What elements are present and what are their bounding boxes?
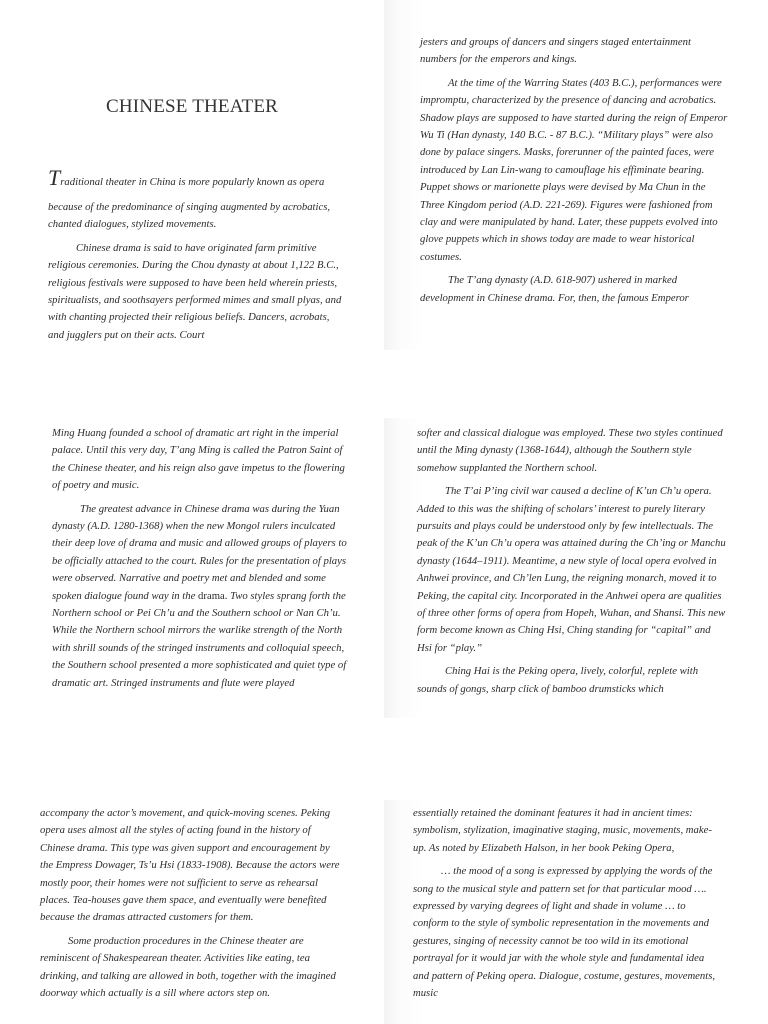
paragraph: essentially retained the dominant features it had in ancient times: symbolism, stylization, imaginative staging, music, movements, make-up. As noted by Elizabeth Halson, in her book Peking Opera, [413, 807, 712, 854]
page-5 [0, 800, 384, 1024]
paragraph-text: Two styles sprang forth the Northern school or Pei Ch’u and the Southern school or Nan Ch’u. While the Northern school mirrors the warlike strength of the North with shrill sounds of the stringed instruments and colloquial speech, the Southern school presented a more sophisticated and quiet type of dramatic art. Stringed instruments and flute were played [52, 589, 347, 689]
page-4 [384, 418, 768, 718]
paragraph-text: The greatest advance in Chinese drama was during the Yuan dynasty (A.D. 1280-1368) when the new Mongol rulers inculcated their deep love of drama and music and allowed groups of players to be officially attached to the court. Rules for the presentation of plays were observed. Narrative and poetry met and blended and some spoken dialogue found way in the [52, 502, 347, 602]
opening-line-text: raditional theater in China is more popularly known as opera [60, 176, 325, 188]
drop-cap: T [48, 165, 61, 190]
paragraph: accompany the actor’s movement, and quick-moving scenes. Peking opera uses almost all the styles of acting found in the history of Chinese drama. This type was given support and encouragement by the Empress Dowager, Ts’u Hsi (1833-1908). Because the actors were mostly poor, their homes were not sufficient to serve as rehearsal places. Tea-houses gave them space, and eventually were benefited because the dramas attracted customers for them. [40, 807, 340, 924]
quote-paragraph: … the mood of a song is expressed by applying the words of the song to the musical style and pattern set for that particular mood …. expressed by varying degrees of light and shade in volume … to conform to the style of symbolic representation in the movements and gestures, singing of necessity cannot be too wild in its emotional portrayal for it would jar with the whole style and fundamental idea and pattern of Peking opera. Dialogue, costume, gestures, movements, music [413, 865, 716, 1000]
paragraph [52, 501, 348, 692]
paragraph: Ching Hai is the Peking opera, lively, colorful, replete with sounds of gongs, sharp click of bamboo drumsticks which [417, 665, 699, 695]
page-1 [0, 0, 384, 350]
paragraph: The T’ang dynasty (A.D. 618-907) ushered in marked development in Chinese drama. For, then, the famous Emperor [420, 274, 689, 304]
paragraph: Some production procedures in the Chinese theater are reminiscent of Shakespearean theater. Activities like eating, tea drinking, and talking are allowed in both, together with the imagined doorway which actually is a sill where actors step on. [40, 934, 336, 1000]
paragraph: Ming Huang founded a school of dramatic art right in the imperial palace. Until this very day, T’ang Ming is called the Patron Saint of the Chinese theater, and his reign also gave impetus to the flowering of poetry and music. [52, 427, 345, 492]
paragraph: Chinese drama is said to have originated farm primitive religious ceremonies. During the Chou dynasty at about 1,122 B.C., religious festivals were supposed to have been held wherein priests, spiritualists, and soothsayers performed mimes and small plyas, and with chanting projected their religious beliefs. Dancers, acrobats, and jugglers put on their acts. Court [48, 241, 342, 341]
paragraph: softer and classical dialogue was employed. These two styles continued until the Ming dynasty (1368-1644), although the Southern style somehow supplanted the Northern school. [417, 427, 723, 474]
paragraph: The T’ai P’ing civil war caused a decline of K’un Ch’u opera. Added to this was the shifting of scholars’ interest to purely literary pursuits and plays could be understood only by few intellectuals. The peak of the K’un Ch’u opera was attained during the Ch’ing or Manchu dynasty (1644–1911). Meantime, a new style of local opera evolved in Anhwei province, and Ch’len Lung, the reigning monarch, moved it to Peking, the capital city. Incorporated in the Anhwei opera are qualities of three other forms of opera from Hopeh, Wuhan, and Shansi. This new form become known as Ching Hsi, Ching standing for “capital” and Hsi for “play.” [417, 485, 726, 654]
page-title: CHINESE THEATER [105, 96, 279, 117]
page-3 [0, 418, 384, 718]
page-6 [384, 800, 768, 1024]
page-2 [384, 0, 768, 350]
opening-line [48, 165, 344, 199]
paragraph: At the time of the Warring States (403 B.C.), performances were impromptu, characterized by the presence of dancing and acrobatics. Shadow plays are supposed to have started during the reign of Emperor Wu Ti (Han dynasty, 140 B.C. - 87 B.C.). “Military plays” were also done by palace singers. Masks, forerunner of the painted faces, were introduced by Lan Lin-wang to camouflage his effiminate bearing. Puppet shows or marionette plays were devised by Ma Chun in the Three Kingdom period (A.D. 221-269). Figures were fashioned from clay and were manipulated by hand. Later, these puppets evolved into glove puppets which in shows today are made to wear historical costumes. [420, 76, 728, 263]
paragraph-text-upright: drama. [198, 589, 228, 602]
paragraph: jesters and groups of dancers and singers staged entertainment numbers for the emperors and kings. [420, 36, 691, 66]
opening-line-continued: because of the predominance of singing augmented by acrobatics, chanted dialogues, stylized movements. [48, 201, 331, 231]
opening-paragraph [48, 165, 344, 350]
